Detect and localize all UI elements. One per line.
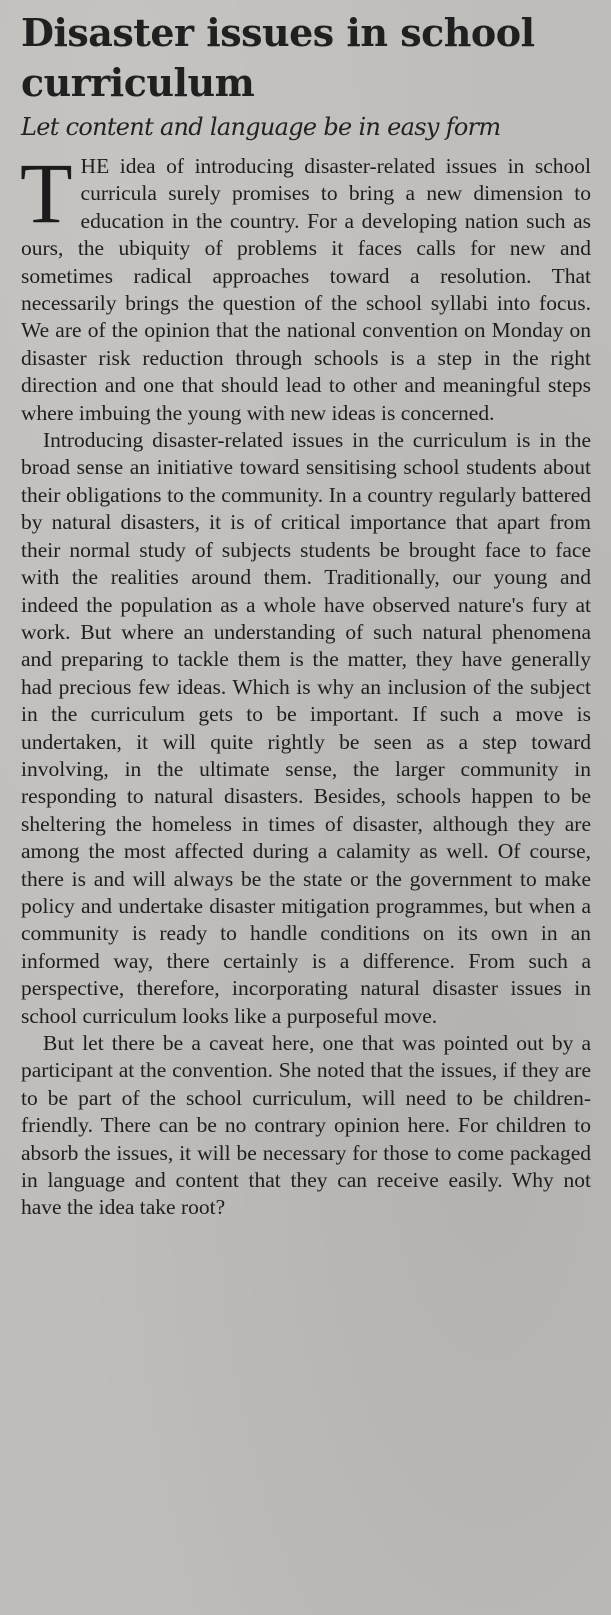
article-body <box>20 145 591 1222</box>
drop-cap: T <box>20 145 73 241</box>
paragraph-2: Introducing disaster-related issues in the curriculum is in the broad sense an initiative toward sensitising school students about their obligations to the community. In a country regularly battered by natural disasters, it is of critical importance that apart from their normal study of subjects students be brought face to face with the realities around them. Traditionally, our young and indeed the population as a whole have observed nature's fury at work. But where an understanding of such natural phenomena and preparing to tackle them is the matter, they have generally had precious few ideas. Which is why an inclusion of the subject in the curriculum gets to be important. If such a move is undertaken, it will quite rightly be seen as a step toward involving, in the ultimate sense, the larger community in responding to natural disasters. Besides, schools happen to be sheltering the homeless in times of disaster, although they are among the most affected during a calamity as well. Of course, there is and will always be the state or the government to make policy and undertake disaster mitigation programmes, but when a community is ready to handle conditions on its own in an informed way, there certainly is a difference. From such a perspective, therefore, incorporating natural disaster issues in school curriculum looks like a purposeful move. <box>21 428 591 1028</box>
paragraph-1-text: HE idea of introducing disaster-related issues in school curricula surely promises to bring a new dimension to education in the country. For a developing nation such as ours, the ubiquity of problems it faces calls for new and sometimes radical approaches toward a resolution. That necessarily brings the question of the school syllabi into focus. We are of the opinion that the national convention on Monday on disaster risk reduction through schools is a step in the right direction and one that should lead to other and meaningful steps where imbuing the young with new ideas is concerned. <box>21 154 591 425</box>
paragraph-1 <box>20 145 591 427</box>
headline: Disaster issues in school curriculum <box>21 10 535 105</box>
subheadline: Let content and language be in easy form <box>21 113 501 141</box>
paragraph-3: But let there be a caveat here, one that was pointed out by a participant at the convention. She noted that the issues, if they are to be part of the school curriculum, will need to be children-friendly. There can be no contrary opinion here. For children to absorb the issues, it will be necessary for those to come packaged in language and content that they can receive easily. Why not have the idea take root? <box>21 1031 591 1220</box>
